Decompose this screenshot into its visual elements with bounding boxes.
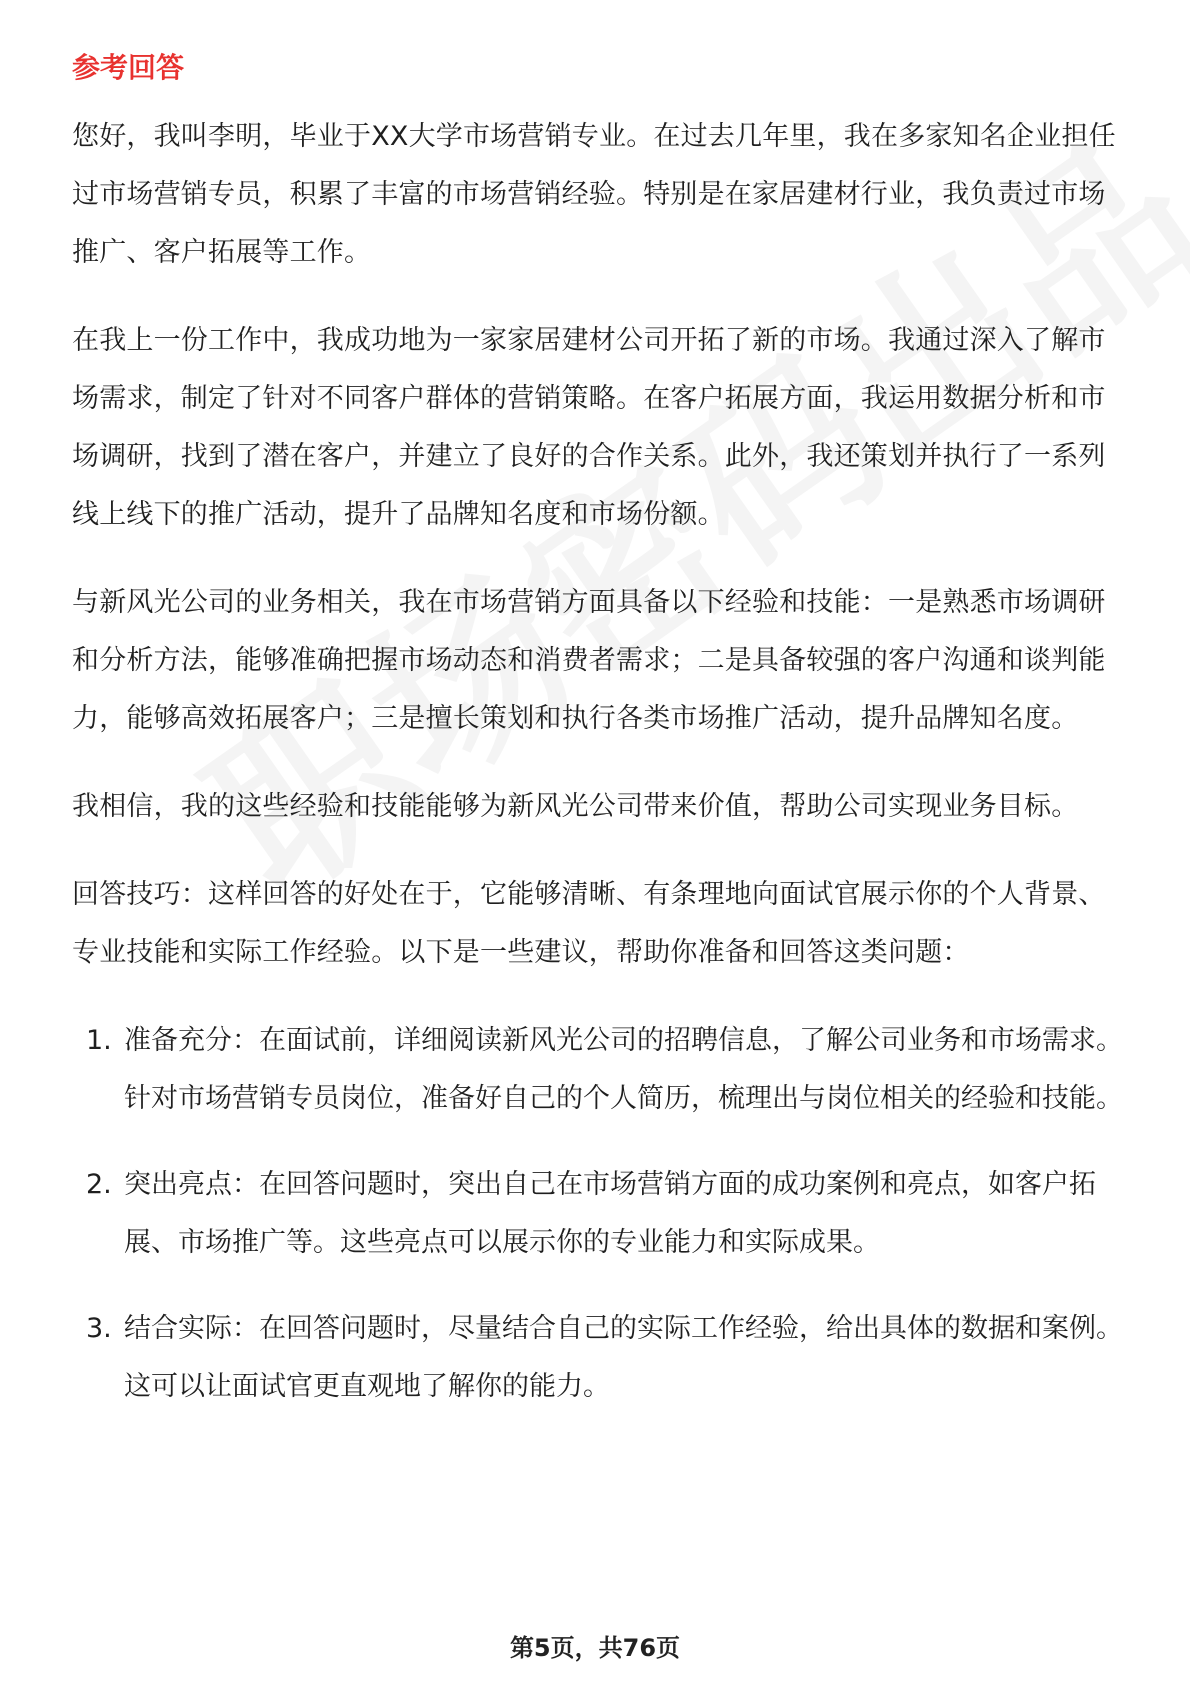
list-number: 1. [86,1025,112,1056]
paragraph-tips-intro: 回答技巧：这样回答的好处在于，它能够清晰、有条理地向面试官展示你的个人背景、专业技能和实际工作经验。以下是一些建议，帮助你准备和回答这类问题： [72,879,1106,968]
paragraph-intro: 您好，我叫李明，毕业于XX大学市场营销专业。在过去几年里，我在多家知名企业担任过市场营销专员，积累了丰富的市场营销经验。特别是在家居建材行业，我负责过市场推广、客户拓展等工作。 [72,121,1116,268]
section-heading: 参考回答 [72,51,185,84]
page-content [72,48,1132,1444]
list-item [72,1012,1132,1128]
paragraph-skills: 与新风光公司的业务相关，我在市场营销方面具备以下经验和技能：一是熟悉市场调研和分析方法，能够准确把握市场动态和消费者需求；二是具备较强的客户沟通和谈判能力，能够高效拓展客户；三是擅长策划和执行各类市场推广活动，提升品牌知名度。 [72,587,1106,734]
paragraph-conclusion: 我相信，我的这些经验和技能能够为新风光公司带来价值，帮助公司实现业务目标。 [72,791,1079,822]
list-item [72,1156,1132,1272]
list-number: 3. [86,1313,112,1344]
page-footer: 第5页，共76页 [509,1634,681,1662]
list-item [72,1300,1132,1416]
tips-list [72,1012,1132,1416]
list-number: 2. [86,1169,112,1200]
list-text: 结合实际：在回答问题时，尽量结合自己的实际工作经验，给出具体的数据和案例。这可以让面试官更直观地了解你的能力。 [124,1313,1123,1402]
list-text: 准备充分：在面试前，详细阅读新风光公司的招聘信息，了解公司业务和市场需求。针对市场营销专员岗位，准备好自己的个人简历，梳理出与岗位相关的经验和技能。 [124,1025,1123,1114]
list-text: 突出亮点：在回答问题时，突出自己在市场营销方面的成功案例和亮点，如客户拓展、市场推广等。这些亮点可以展示你的专业能力和实际成果。 [124,1169,1096,1258]
paragraph-experience: 在我上一份工作中，我成功地为一家家居建材公司开拓了新的市场。我通过深入了解市场需求，制定了针对不同客户群体的营销策略。在客户拓展方面，我运用数据分析和市场调研，找到了潜在客户，并建立了良好的合作关系。此外，我还策划并执行了一系列线上线下的推广活动，提升了品牌知名度和市场份额。 [72,325,1106,530]
